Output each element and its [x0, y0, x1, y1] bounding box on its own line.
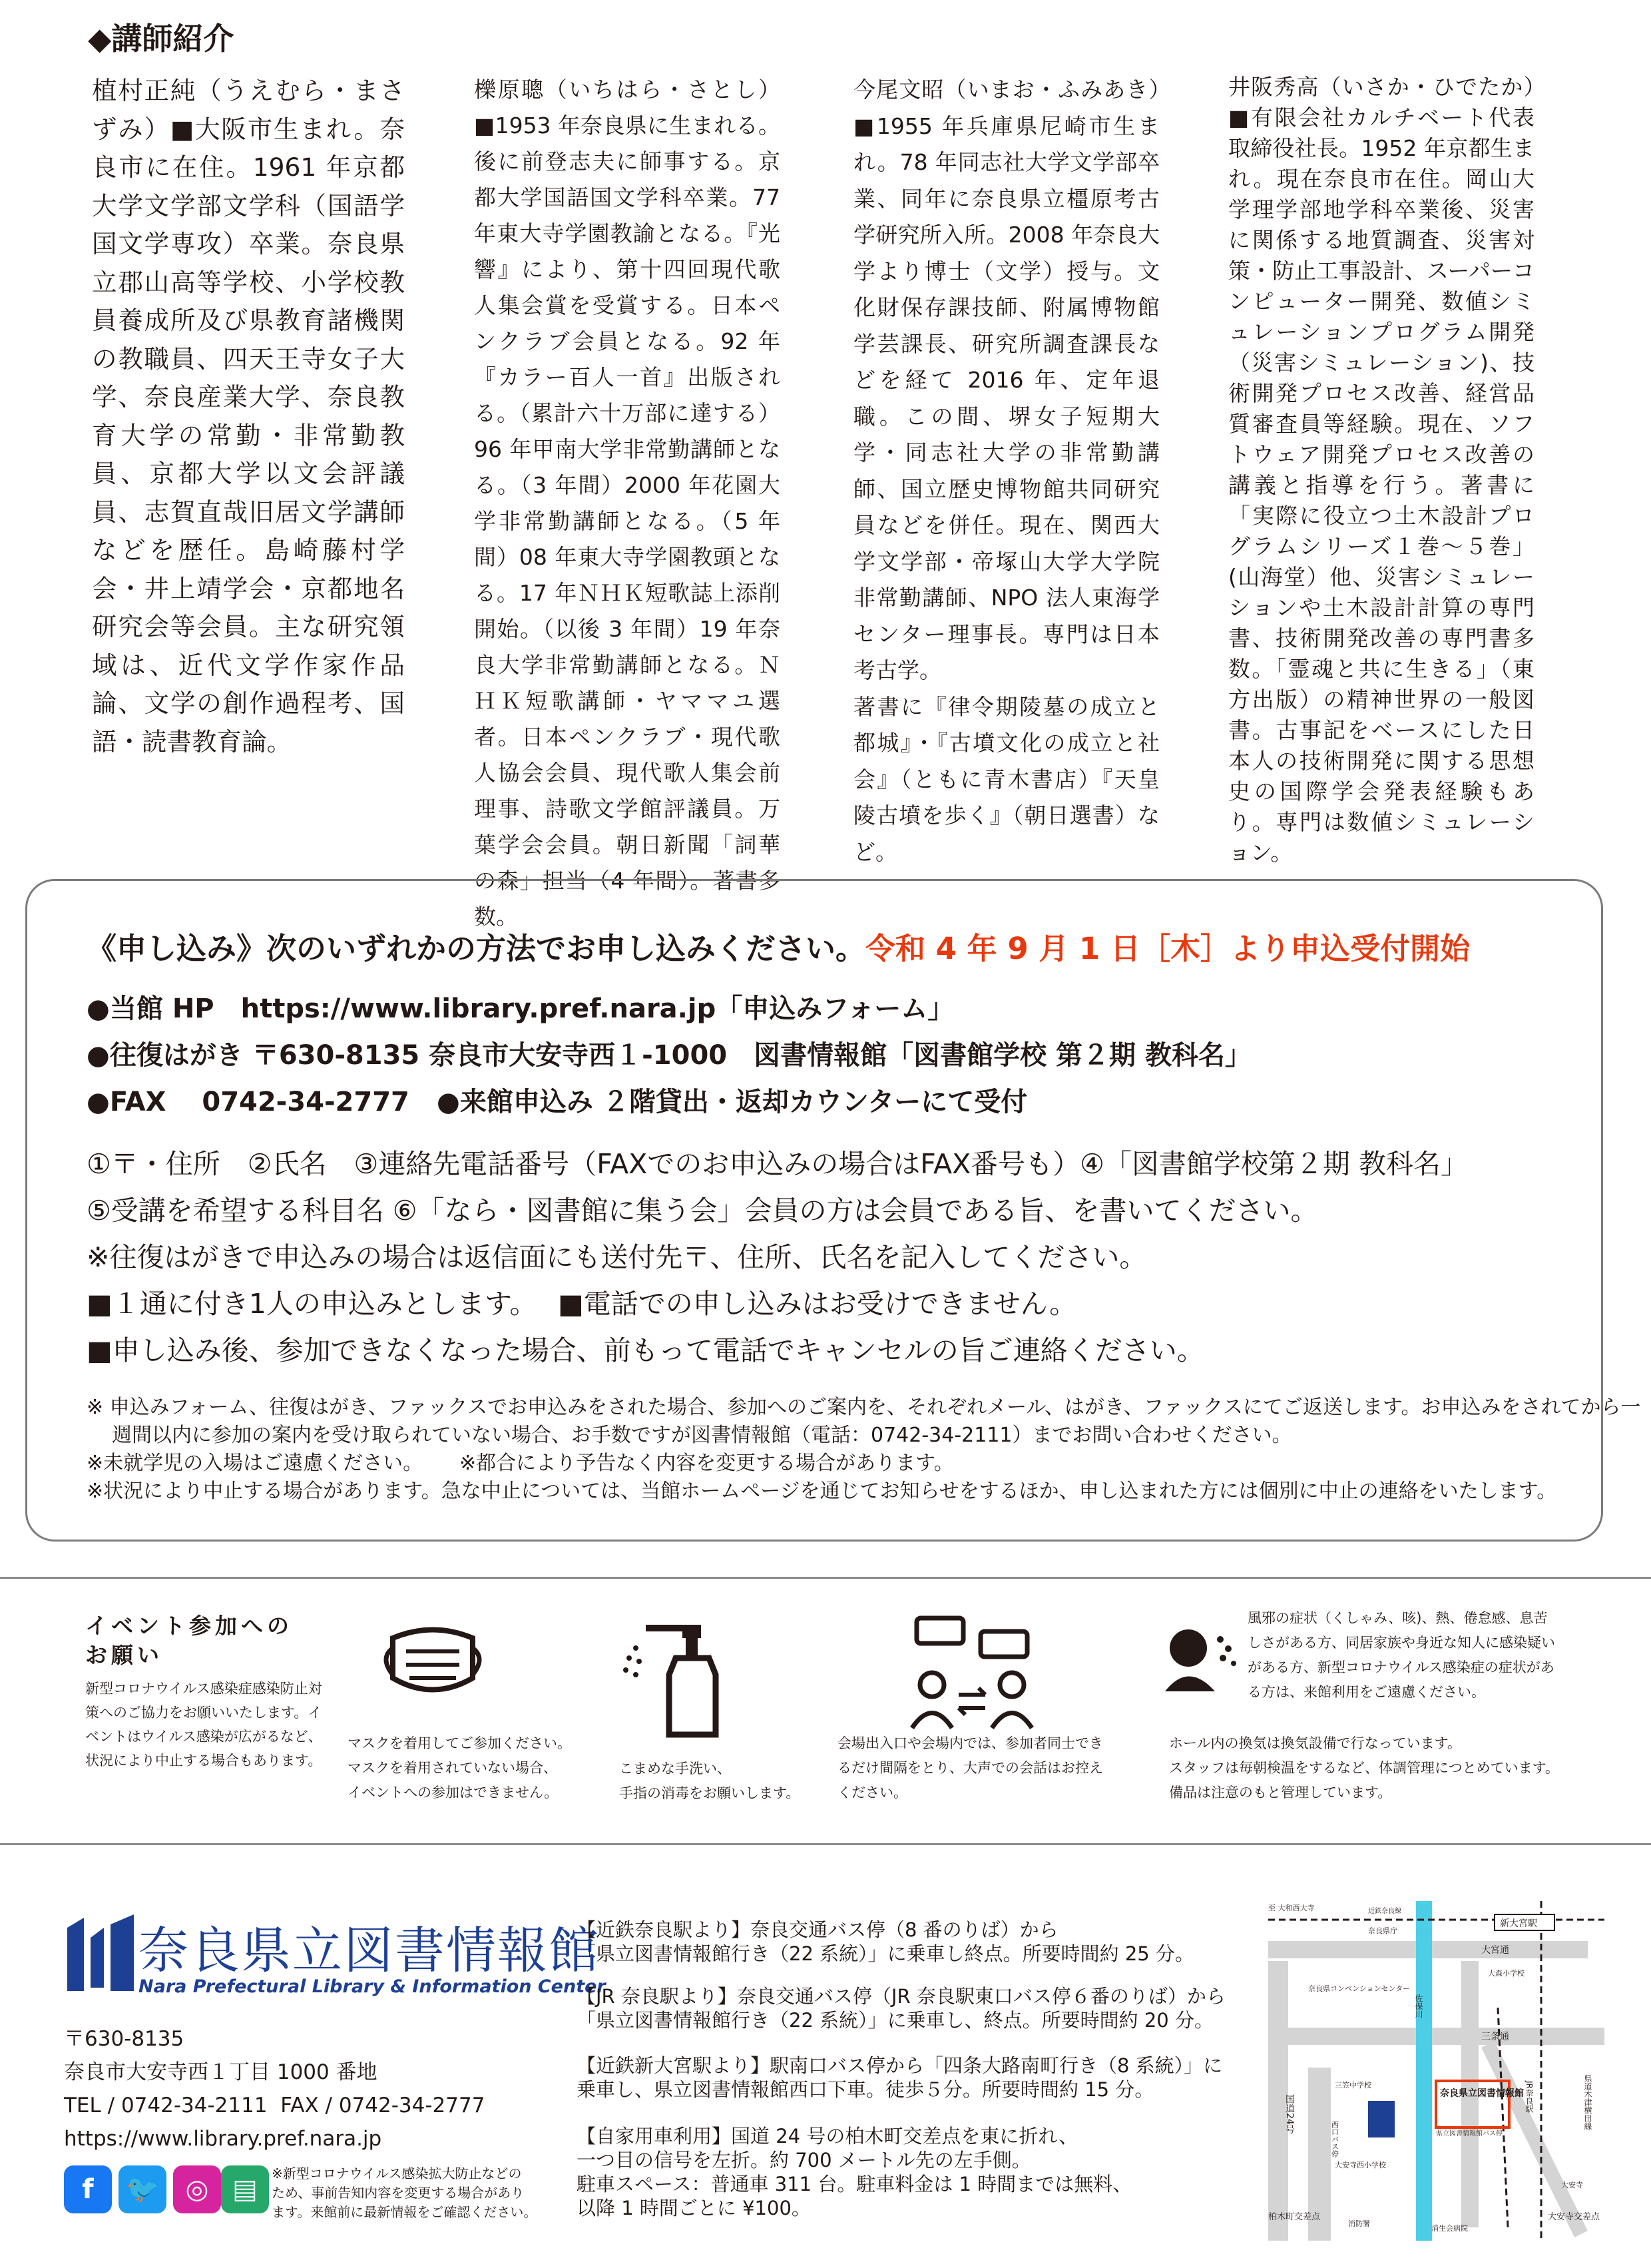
divider-bottom — [0, 1843, 1651, 1845]
access-kintetsu-nara: 【近鉄奈良駅より】奈良交通バス停（8 番のりば）から 「県立図書情報館行き（22 系統）」に乗車し終点。所要時間約 25 分。 — [577, 1918, 1194, 1965]
map-label-shin-omiya: 新大宮駅 — [1500, 1918, 1537, 1929]
instagram-icon[interactable]: ◎ — [173, 2165, 221, 2213]
fine-print-4: ※状況により中止する場合があります。急な中止については、当館ホームページを通じてお知らせをするほか、申し込まれた方には個別に中止の連絡をいたします。 — [87, 1480, 1557, 1503]
social-distance-icon — [909, 1611, 1035, 1738]
event-request-title: イベント参加への お願い — [85, 1613, 293, 1668]
mask-icon — [379, 1618, 486, 1711]
event-request-note: 新型コロナウイルス感染症感染防止対策へのご協力をお願いいたします。イベントはウイルス感染が広がるなど、状況により中止する場合もあります。 — [85, 1681, 322, 1769]
required-fields-line2: ⑤受講を希望する科目名 ⑥「なら・図書館に集う会」会員の方は会員である旨、を書いてください。 — [87, 1195, 1318, 1227]
no-phone-note: ■電話での申し込みはお受けできません。 — [558, 1288, 1077, 1320]
map-label-sanjo-dori: 三条通 — [1481, 2032, 1509, 2042]
sanitizer-icon — [619, 1611, 739, 1745]
required-fields-line1: ①〒・住所 ②氏名 ③連絡先電話番号（FAXでのお申込みの場合はFAX番号も）④「図書館学校第２期 教科名」 — [87, 1148, 1468, 1180]
library-url[interactable]: https://www.library.pref.nara.jp — [64, 2127, 382, 2151]
map-label-daianji-crossing: 大安寺交差点 — [1548, 2212, 1600, 2222]
method-web: ●当館 HP https://www.library.pref.nara.jp「申込みフォーム」 — [87, 993, 955, 1024]
section-title: ◆講師紹介 — [88, 21, 234, 57]
map-label-omiya-dori: 大宮通 — [1481, 1945, 1509, 1956]
map-label-daianji-school: 大安寺西小学校 — [1335, 2161, 1386, 2169]
method-postcard: ●往復はがき 〒630-8135 奈良市大安寺西１-1000 図書情報館「図書館学校 第２期 教科名」 — [87, 1040, 1252, 1071]
map-label-west-busstop: 西口バス停 — [1330, 2121, 1339, 2157]
note-app-icon[interactable]: ▤ — [221, 2165, 269, 2213]
application-heading — [87, 924, 1470, 968]
access-map — [1268, 1901, 1604, 2241]
map-label-convention: 奈良県コンベンションセンター — [1308, 1984, 1411, 1993]
fine-print-1b: 週間以内に参加の案内を受け取られていない場合、お手数ですが図書情報館（電話：0742-34-2111）までお問い合わせください。 — [112, 1424, 1292, 1447]
access-shin-omiya: 【近鉄新大宮駅より】駅南口バス停から「四条大路南町行き（8 系統）」に 乗車し、県立図書情報館西口下車。徒歩５分。所要時間約 15 分。 — [577, 2054, 1223, 2101]
library-logo-icon — [64, 1914, 137, 1994]
library-address: 奈良市大安寺西１丁目 1000 番地 — [64, 2060, 377, 2084]
instructor-profile-isaka: 井阪秀高（いさか・ひでたか）■有限会社カルチベート代表取締役社長。1952 年京都生まれ。現在奈良市在住。岡山大学理学部地学科卒業後、災害に関係する地質調査、災害対策・防止工事設計、スーパーコンピューター開発、数値シミュレーションプログラム開発（災害シミュレーション)、技術開発プロセス改善、経営品質審査員等経験。現在、ソフトウェア開発プロセス改善の講義と指導を行う。著書に「実際に役立つ土木設計プログラムシリーズ１巻～５巻」(山海堂）他、災害シミュレーションや土木設計計算の専門書、技術開発改善の専門書多数。「霊魂と共に生きる」（東方出版）の精神世界の一般図書。古事記をベースにした日本人の技術開発に関する思想史の国際学会発表経験もあり。専門は数値シミュレーション。 — [1228, 74, 1534, 866]
library-name-jp: 奈良県立図書情報館 — [138, 1921, 600, 1980]
map-label-busstop: 県立図書情報館バス停 — [1436, 2130, 1503, 2137]
application-heading-text: 《申し込み》次のいずれかの方法でお申し込みください。 — [87, 931, 866, 966]
fine-print-1a: ※ 申込みフォーム、往復はがき、ファックスでお申込みをされた場合、参加へのご案内を、それぞれメール、はがき、ファックスにてご返送します。お申込みをされてから一 — [87, 1396, 1641, 1419]
cough-person-icon — [1162, 1625, 1242, 1691]
instructor-profile-imao: 今尾文昭（いまお・ふみあき）■1955 年兵庫県尼崎市生まれ。78 年同志社大学文学部卒業、同年に奈良県立橿原考古学研究所入所。2008 年奈良大学より博士（文学）授与。文化財保存課技師、附属博物館学芸課長、研究所調査課長などを経て 2016 年、定年退職。この間、堺女子短期大学・同志社大学の非常勤講師、国立歴史博物館共同研究員などを併任。現在、関西大学文学部・帝塚山大学大学院非常勤講師、NPO 法人東海学センター理事長。専門は日本考古学。 著書に『律令期陵墓の成立と都城』・『古墳文化の成立と社会』（ともに青木書店）『天皇陵古墳を歩く』（朝日選書）など。 — [853, 77, 1160, 865]
map-label-omori-school: 大森小学校 — [1488, 1969, 1525, 1978]
instructor-profile-uemura: 植村正純（うえむら・まさずみ）■大阪市生まれ。奈良市に在住。1961 年京都大学文学部文学科（国語学国文学専攻）卒業。奈良県立郡山高等学校、小学校教員養成所及び県教育諸機関の教職員、四天王寺女子大学、奈良産業大学、奈良教育大学の常勤・非常勤教員、京都大学以文会評議員、志賀直哉旧居文学講師などを歴任。島崎藤村学会・井上靖学会・京都地名研究会等会員。主な研究領域は、近代文学作家作品論、文学の創作過程考、国語・読書教育論。 — [92, 76, 405, 756]
map-label-mikasa: 三笠中学校 — [1335, 2081, 1371, 2090]
postcard-note: ※往復はがきで申込みの場合は返信面にも送付先〒、住所、氏名を記入してください。 — [87, 1241, 1147, 1273]
cancel-note: ■申し込み後、参加できなくなった場合、前もって電話でキャンセルの旨ご連絡ください。 — [87, 1334, 1204, 1366]
map-label-jr-nara: JR奈良駅 — [1525, 2081, 1534, 2113]
divider-top — [0, 1577, 1651, 1579]
map-label-library: 奈良県立図書情報館 — [1440, 2088, 1524, 2099]
one-person-note: ■１通に付き1人の申込みとします。 — [87, 1288, 537, 1320]
library-postal: 〒630-8135 — [64, 2027, 184, 2051]
map-label-hospital: 消生会病院 — [1431, 2224, 1468, 2233]
distance-request: 会場出入口や会場内では、参加者同士でき るだけ間隔をとり、大声での会話はお控え ください。 — [837, 1735, 1103, 1801]
library-tel-fax: TEL / 0742-34-2111 FAX / 0742-34-2777 — [64, 2094, 485, 2118]
map-label-route24: 国道24号 — [1284, 2094, 1295, 2134]
map-label-kencho: 奈良県庁 — [1368, 1926, 1397, 1935]
sns-note: ※新型コロナウイルス感染拡大防止などの ため、事前告知内容を変更する場合があり ます。来館前に最新情報をご確認ください。 — [272, 2165, 537, 2220]
fine-print-2: ※未就学児の入場はご遠慮ください。 — [87, 1452, 423, 1475]
map-label-saidaiji: 至 大和西大寺 — [1268, 1904, 1315, 1912]
instructor-profile-ichihara: 櫟原聰（いちはら・さとし）■1953 年奈良県に生まれる。後に前登志夫に師事する。京都大学国語国文学科卒業。77 年東大寺学園教諭となる。『光響』により、第十四回現代歌人集会賞を受賞する。日本ペンクラブ会員となる。92 年『カラー百人一首』出版される。（累計六十万部に達する）96 年甲南大学非常勤講師となる。（3 年間）2000 年花園大学非常勤講師となる。（5 年間）08 年東大寺学園教頭となる。17 年ＮＨＫ短歌誌上添削開始。（以後 3 年間）19 年奈良大学非常勤講師となる。ＮＨＫ短歌講師・ヤママユ選者。日本ペンクラブ・現代歌人協会会員、現代歌人集会前理事、詩歌文学館評議員。万葉学会会員。朝日新聞「詞華の森」担当（4 年間）。著書多数。 — [474, 77, 788, 930]
twitter-icon[interactable]: 🐦 — [118, 2165, 166, 2213]
ventilation-note: ホール内の換気は換気設備で行なっています。 スタッフは毎朝検温をするなど、体調管理につとめています。 備品は注意のもと管理しています。 — [1169, 1735, 1559, 1801]
map-label-saho-river: 佐保川 — [1414, 1994, 1423, 2018]
application-start-notice: 令和 4 年 9 月 1 日［木］より申込受付開始 — [865, 931, 1470, 966]
method-visit: ●来館申込み ２階貸出・返却カウンターにて受付 — [437, 1087, 1028, 1117]
access-jr-nara: 【JR 奈良駅より】奈良交通バス停（JR 奈良駅東口バス停６番のりば）から 「県立図書情報館行き（22 系統）」に乗車し、終点。所要時間約 20 分。 — [577, 1985, 1226, 2032]
sanitize-request: こまめな手洗い、 手指の消毒をお願いします。 — [619, 1761, 800, 1801]
access-car: 【自家用車利用】国道 24 号の柏木町交差点を東に折れ、 一つ目の信号を左折。約 700 メートル先の左手側。 駐車スペース：普通車 311 台。駐車料金は 1 時間までは無料、 以降 1 時間ごとに ¥100。 — [577, 2125, 1132, 2219]
map-label-daianji: 大安寺 — [1561, 2181, 1583, 2189]
map-label-fire-station: 消防署 — [1348, 2219, 1370, 2228]
map-label-prefroad: 県道木津横田線 — [1583, 2074, 1592, 2130]
fine-print-3: ※都合により予告なく内容を変更する場合があります。 — [459, 1452, 954, 1475]
mask-request: マスクを着用してご参加ください。 マスクを着用されていない場合、 イベントへの参加はできません。 — [348, 1735, 571, 1801]
symptoms-request: 風邪の症状（くしゃみ、咳)、熱、倦怠感、息苦 しさがある方、同居家族や身近な知人に感染疑い がある方、新型コロナウイルス感染症の症状があ る方は、来館利用をご遠慮ください。 — [1248, 1610, 1555, 1700]
method-fax: ●FAX 0742-34-2777 — [87, 1087, 409, 1117]
library-name-en: Nara Prefectural Library & Information Center — [138, 1976, 606, 1997]
map-label-kintetsu-line: 近鉄奈良線 — [1368, 1908, 1401, 1915]
facebook-icon[interactable]: f — [64, 2165, 112, 2213]
map-label-kashiwagi: 柏木町交差点 — [1268, 2212, 1321, 2222]
